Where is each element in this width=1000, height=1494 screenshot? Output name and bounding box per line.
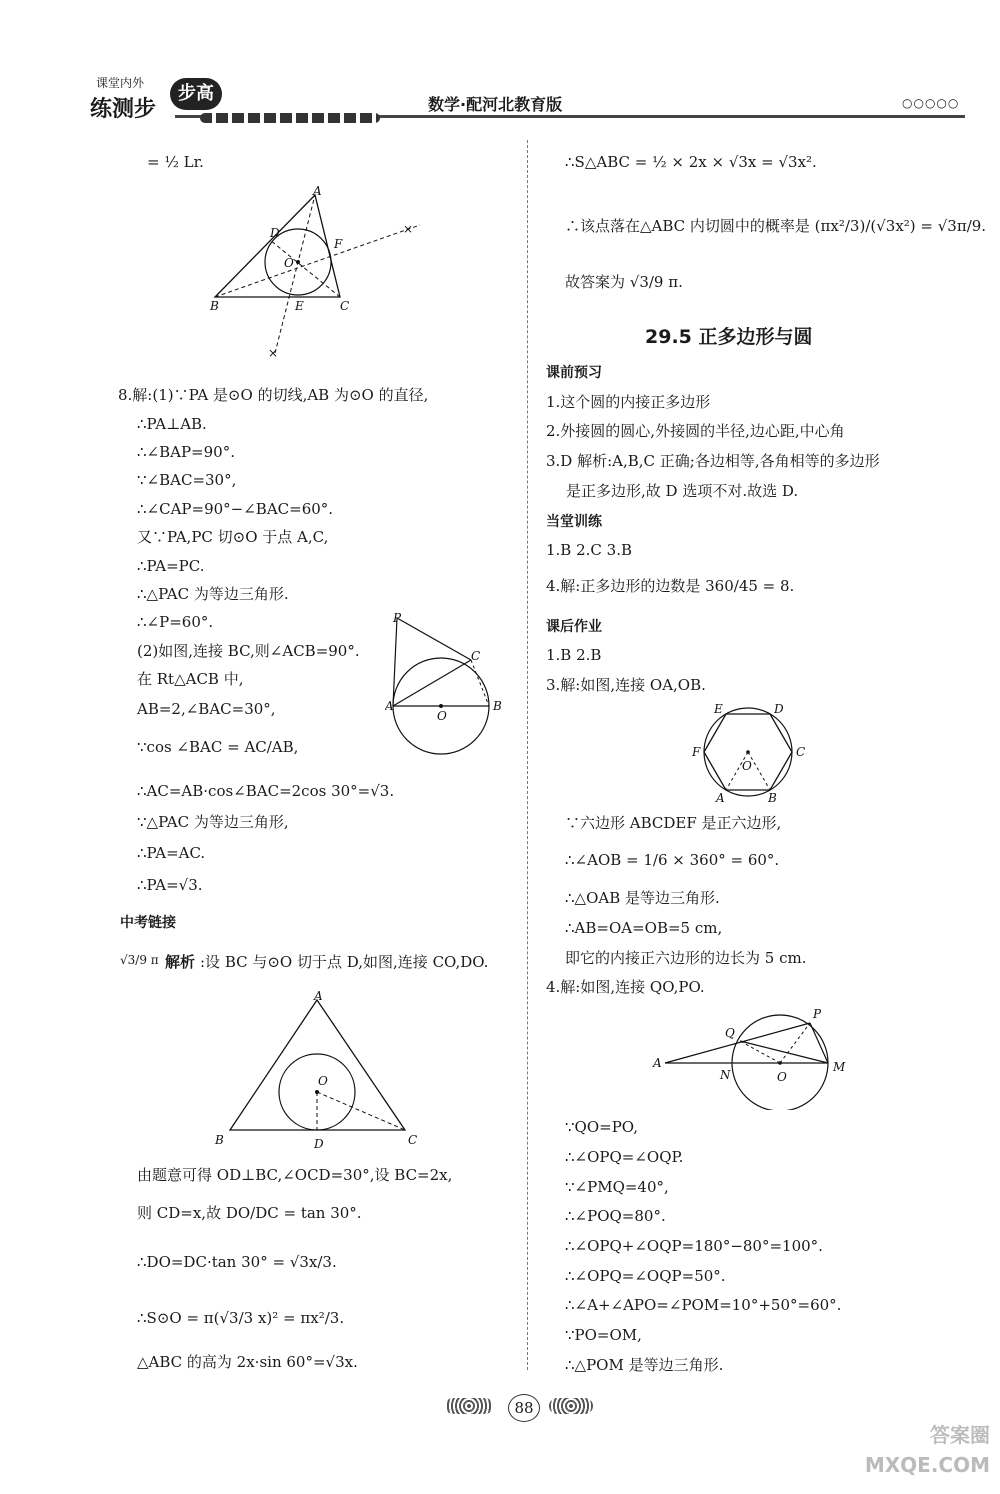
right-line: 故答案为 √3/9 π. — [565, 273, 683, 291]
hw-line: 3.解:如图,连接 OA,OB. — [546, 676, 706, 694]
watermark: 答案圈 MXQE.COM — [864, 1423, 990, 1477]
q8-line: ∴AC=AB·cos∠BAC=2cos 30°=√3. — [137, 782, 395, 800]
hw-line: 1.B 2.B — [546, 646, 602, 664]
svg-text:N: N — [720, 1068, 731, 1082]
q8-line: ∴PA=AC. — [137, 844, 206, 862]
svg-text:D: D — [270, 226, 280, 240]
q8-line: ∵∠BAC=30°, — [137, 471, 237, 489]
hw3-line: ∵六边形 ABCDEF 是正六边形, — [565, 814, 782, 832]
q8-line: ∴∠CAP=90°−∠BAC=60°. — [137, 500, 334, 518]
ornament-right — [549, 1398, 593, 1414]
svg-text:E: E — [295, 299, 304, 313]
svg-text:C: C — [340, 299, 350, 313]
q8-line: ∴∠BAP=90°. — [137, 443, 235, 461]
q8-line: 又∵PA,PC 切⊙O 于点 A,C, — [137, 528, 329, 546]
hw3-line: ∴△OAB 是等边三角形. — [565, 889, 720, 907]
class-heading: 当堂训练 — [546, 514, 602, 530]
svg-text:A: A — [653, 1056, 662, 1070]
zk-line: ∴S⊙O = π(√3/3 x)² = πx²/3. — [137, 1309, 345, 1327]
hw4-line: ∴∠OPQ=∠OQP. — [565, 1148, 684, 1166]
hw3-line: 4.解:如图,连接 QO,PO. — [546, 978, 705, 996]
brand-badge: 步高 — [170, 78, 222, 110]
svg-text:C: C — [471, 649, 481, 663]
pre-line: 3.D 解析:A,B,C 正确;各边相等,各角相等的多边形 — [546, 452, 880, 470]
zk-line: 由题意可得 OD⊥BC,∠OCD=30°,设 BC=2x, — [137, 1166, 453, 1184]
svg-text:Q: Q — [725, 1026, 735, 1040]
header-ornament — [200, 113, 380, 123]
zk-analysis: :设 BC 与⊙O 切于点 D,如图,连接 CO,DO. — [200, 953, 489, 971]
page-number-ornament — [445, 1392, 595, 1422]
pre-line: 2.外接圆的圆心,外接圆的半径,边心距,中心角 — [546, 422, 845, 440]
zk-answer: √3/9 π — [120, 953, 159, 967]
svg-text:F: F — [334, 237, 343, 251]
zk-line: 则 CD=x,故 DO/DC = tan 30°. — [137, 1204, 362, 1222]
hw4-line: ∴△POM 是等边三角形. — [565, 1356, 724, 1374]
hw3-line: 即它的内接正六边形的边长为 5 cm. — [565, 949, 807, 967]
class-line: 4.解:正多边形的边数是 360/45 = 8. — [546, 577, 795, 595]
svg-text:M: M — [833, 1060, 846, 1074]
zk-line: △ABC 的高为 2x·sin 60°=√3x. — [137, 1353, 358, 1371]
hw4-line: ∴∠POQ=80°. — [565, 1207, 666, 1225]
svg-text:C: C — [408, 1133, 418, 1147]
pre-line: 1.这个圆的内接正多边形 — [546, 393, 711, 411]
svg-text:A: A — [385, 699, 394, 713]
zk-heading: 中考链接 — [120, 915, 176, 931]
column-divider — [527, 140, 529, 1370]
figure-tangent-circle — [385, 610, 515, 755]
zk-line: ∴DO=DC·tan 30° = √3x/3. — [137, 1253, 337, 1271]
svg-text:A: A — [313, 185, 322, 198]
svg-text:B: B — [210, 299, 219, 313]
hw4-line: ∴∠OPQ+∠OQP=180°−80°=100°. — [565, 1237, 823, 1255]
q8-line: ∴∠P=60°. — [137, 613, 214, 631]
svg-text:F: F — [692, 745, 701, 759]
header-dots: ○○○○○ — [902, 96, 960, 110]
hw3-line: ∴∠AOB = 1/6 × 360° = 60°. — [565, 851, 780, 869]
q8-line: ∴PA=√3. — [137, 876, 203, 894]
hw4-line: ∵QO=PO, — [565, 1118, 638, 1136]
pre-line: 是正多边形,故 D 选项不对.故选 D. — [566, 482, 799, 500]
zk-analysis-label: 解析 — [165, 953, 196, 971]
subject-title: 数学·配河北教育版 — [428, 95, 563, 114]
pre-heading: 课前预习 — [546, 365, 602, 381]
svg-text:P: P — [393, 611, 402, 625]
hw4-line: ∵∠PMQ=40°, — [565, 1178, 669, 1196]
hw-heading: 课后作业 — [546, 619, 602, 635]
svg-text:×: × — [403, 222, 414, 236]
hw3-line: ∴AB=OA=OB=5 cm, — [565, 919, 723, 937]
svg-text:O: O — [742, 759, 752, 773]
svg-text:O: O — [777, 1070, 787, 1084]
q8-line: ∵△PAC 为等边三角形, — [137, 813, 289, 831]
svg-text:O: O — [284, 256, 294, 270]
q8-line: ∴PA⊥AB. — [137, 415, 207, 433]
svg-text:D: D — [774, 702, 784, 716]
q8-line: ∴△PAC 为等边三角形. — [137, 585, 289, 603]
ornament-left — [445, 1398, 493, 1414]
brand-main: 练测步 — [90, 97, 157, 122]
brand-top: 课堂内外 — [96, 76, 145, 90]
svg-text:B: B — [215, 1133, 224, 1147]
svg-text:B: B — [768, 791, 777, 805]
q8-line: AB=2,∠BAC=30°, — [137, 700, 276, 718]
left-line-0: = ½ Lr. — [147, 153, 204, 171]
hw4-line: ∴∠OPQ=∠OQP=50°. — [565, 1267, 726, 1285]
right-line: ∴该点落在△ABC 内切圆中的概率是 (πx²/3)/(√3x²) = √3π/9. — [565, 217, 987, 235]
q8-title: 8.解:(1)∵PA 是⊙O 的切线,AB 为⊙O 的直径, — [118, 386, 429, 404]
hw4-line: ∴∠A+∠APO=∠POM=10°+50°=60°. — [565, 1296, 842, 1314]
svg-text:P: P — [813, 1007, 822, 1021]
q8-line: 在 Rt△ACB 中, — [137, 670, 244, 688]
q8-line: (2)如图,连接 BC,则∠ACB=90°. — [137, 642, 360, 660]
q8-line: ∴PA=PC. — [137, 557, 205, 575]
svg-text:O: O — [437, 709, 447, 723]
svg-text:E: E — [714, 702, 723, 716]
section-title: 29.5 正多边形与圆 — [645, 326, 813, 348]
svg-text:O: O — [318, 1074, 328, 1088]
figure-secant-circle — [645, 1005, 860, 1110]
q8-line: ∵cos ∠BAC = AC/AB, — [137, 738, 299, 756]
svg-text:×: × — [268, 346, 279, 360]
figure-equilateral-incircle — [210, 990, 425, 1155]
figure-incircle-triangle — [200, 185, 435, 370]
hw4-line: ∵PO=OM, — [565, 1326, 642, 1344]
svg-text:C: C — [796, 745, 806, 759]
svg-text:A: A — [314, 990, 323, 1003]
svg-text:A: A — [716, 791, 725, 805]
page-number: 88 — [508, 1394, 540, 1422]
figure-regular-hexagon — [690, 700, 810, 805]
right-line: ∴S△ABC = ½ × 2x × √3x = √3x². — [565, 153, 817, 171]
class-line: 1.B 2.C 3.B — [546, 541, 632, 559]
svg-text:B: B — [493, 699, 502, 713]
svg-text:D: D — [314, 1137, 324, 1151]
